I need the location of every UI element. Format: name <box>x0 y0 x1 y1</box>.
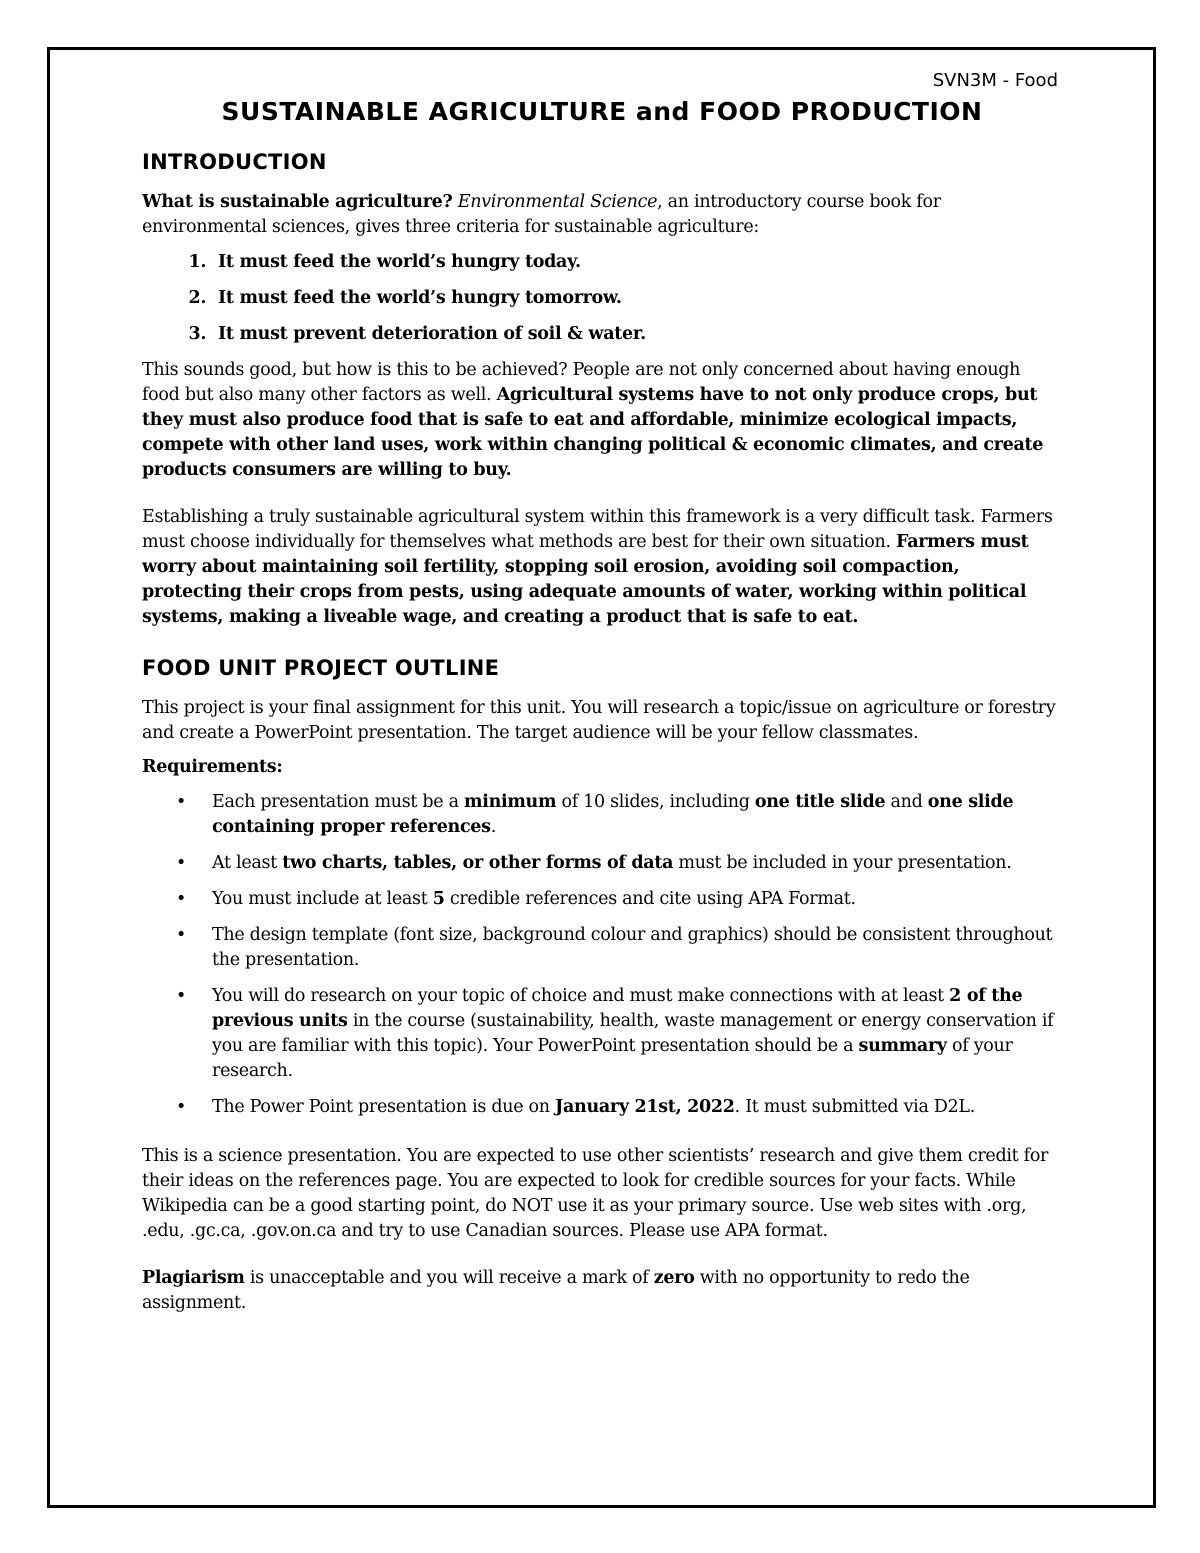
list-item: 3. It must prevent deterioration of soil & water. <box>212 322 1062 347</box>
bullet-icon: • <box>176 792 187 812</box>
req-text: Each presentation must be a <box>212 792 464 812</box>
req-emphasis: two charts, tables, or other forms of data <box>282 853 674 873</box>
req-emphasis: one title slide <box>754 792 886 812</box>
requirements-label <box>142 755 1062 780</box>
intro-question: What is sustainable agriculture? <box>142 192 453 212</box>
list-item <box>176 790 1062 840</box>
req-text: The design template (font size, background colour and graphics) should be consistent throughout the presentation. <box>212 925 1053 970</box>
intro-paragraph-3 <box>142 505 1062 630</box>
intro-paragraph-2-emphasis: Agricultural systems have to not only produce crops, but they must also produce food that is safe to eat and affordable, minimize ecological impacts, compete with other land uses, work within changing political & economic climates, and create products consumers are willing to buy. <box>142 385 1044 480</box>
req-text: You must include at least <box>212 889 433 909</box>
req-emphasis: 2 of the previous units <box>212 986 1023 1031</box>
document-body <box>142 68 1062 1316</box>
requirements-label-text: Requirements: <box>142 757 283 777</box>
req-text: in the course (sustainability, health, waste management or energy conservation if you are familiar with this topic). Your PowerPoint presentation should be a <box>212 1011 1054 1056</box>
req-emphasis: one slide containing proper references <box>212 792 1014 837</box>
intro-paragraph-1-rest: , an introductory course book for environmental sciences, gives three criteria for sustainable agriculture: <box>142 192 941 237</box>
plagiarism-label: Plagiarism <box>142 1268 245 1288</box>
req-text: . <box>490 817 496 837</box>
course-code: SVN3M - Food <box>932 70 1058 91</box>
outline-paragraph-2: This is a science presentation. You are expected to use other scientists’ research and give them credit for their ideas on the references page. You are expected to look for credible sources for your facts. While Wikipedia can be a good starting point, do NOT use it as your primary source. Use web sites with .org, .edu, .gc.ca, .gov.on.ca and try to use Canadian sources. Please use APA format. <box>142 1146 1049 1241</box>
bullet-icon: • <box>176 986 187 1006</box>
intro-paragraph-1 <box>142 190 1062 240</box>
intro-paragraph-2-text: This sounds good, but how is this to be achieved? People are not only concerned about having enough food but also many other factors as well. <box>142 360 1021 405</box>
intro-heading: INTRODUCTION <box>142 150 327 174</box>
intro-paragraph-3-text: Establishing a truly sustainable agricultural system within this framework is a very difficult task. Farmers must choose individually for themselves what methods are best for their own situation. <box>142 507 1053 552</box>
page-title: SUSTAINABLE AGRICULTURE and FOOD PRODUCTION <box>221 97 983 126</box>
list-item <box>176 984 1062 1084</box>
req-text: must be included in your presentation. <box>673 853 1012 873</box>
bullet-icon: • <box>176 925 187 945</box>
bullet-icon: • <box>176 889 187 909</box>
req-text: of 10 slides, including <box>556 792 755 812</box>
req-text: . It must submitted via D2L. <box>734 1097 976 1117</box>
plagiarism-text: is unacceptable and you will receive a mark of <box>244 1268 654 1288</box>
req-emphasis: summary <box>858 1036 947 1056</box>
plagiarism-emphasis: zero <box>653 1268 695 1288</box>
bullet-icon: • <box>176 1097 187 1117</box>
req-emphasis: January 21st, 2022 <box>555 1097 735 1117</box>
intro-paragraph-2 <box>142 358 1062 483</box>
list-item <box>176 887 1062 912</box>
requirements-list <box>142 790 1062 1120</box>
list-item <box>176 1095 1062 1120</box>
list-item: 2. It must feed the world’s hungry tomorrow. <box>212 286 1062 311</box>
outline-paragraph-1: This project is your final assignment for this unit. You will research a topic/issue on agriculture or forestry and create a PowerPoint presentation. The target audience will be your fellow classmates. <box>142 698 1056 743</box>
bullet-icon: • <box>176 853 187 873</box>
list-item <box>176 851 1062 876</box>
criteria-list <box>142 250 1062 347</box>
req-text: The Power Point presentation is due on <box>212 1097 555 1117</box>
req-emphasis: minimum <box>464 792 557 812</box>
list-item <box>176 923 1062 973</box>
req-text: and <box>885 792 928 812</box>
book-title: Environmental Science <box>457 192 658 212</box>
outline-heading: FOOD UNIT PROJECT OUTLINE <box>142 656 500 680</box>
req-text: At least <box>212 853 283 873</box>
list-item: 1. It must feed the world’s hungry today. <box>212 250 1062 275</box>
intro-paragraph-3-emphasis: Farmers must worry about maintaining soil fertility, stopping soil erosion, avoiding soil compaction, protecting their crops from pests, using adequate amounts of water, working within political systems, making a liveable wage, and creating a product that is safe to eat. <box>142 532 1029 627</box>
req-text: You will do research on your topic of choice and must make connections with at least <box>212 986 950 1006</box>
req-emphasis: 5 <box>432 889 445 909</box>
req-text: credible references and cite using APA Format. <box>444 889 856 909</box>
plagiarism-paragraph <box>142 1266 1062 1316</box>
plagiarism-text: with no opportunity to redo the assignment. <box>142 1268 970 1313</box>
req-text: of your research. <box>212 1036 1013 1081</box>
